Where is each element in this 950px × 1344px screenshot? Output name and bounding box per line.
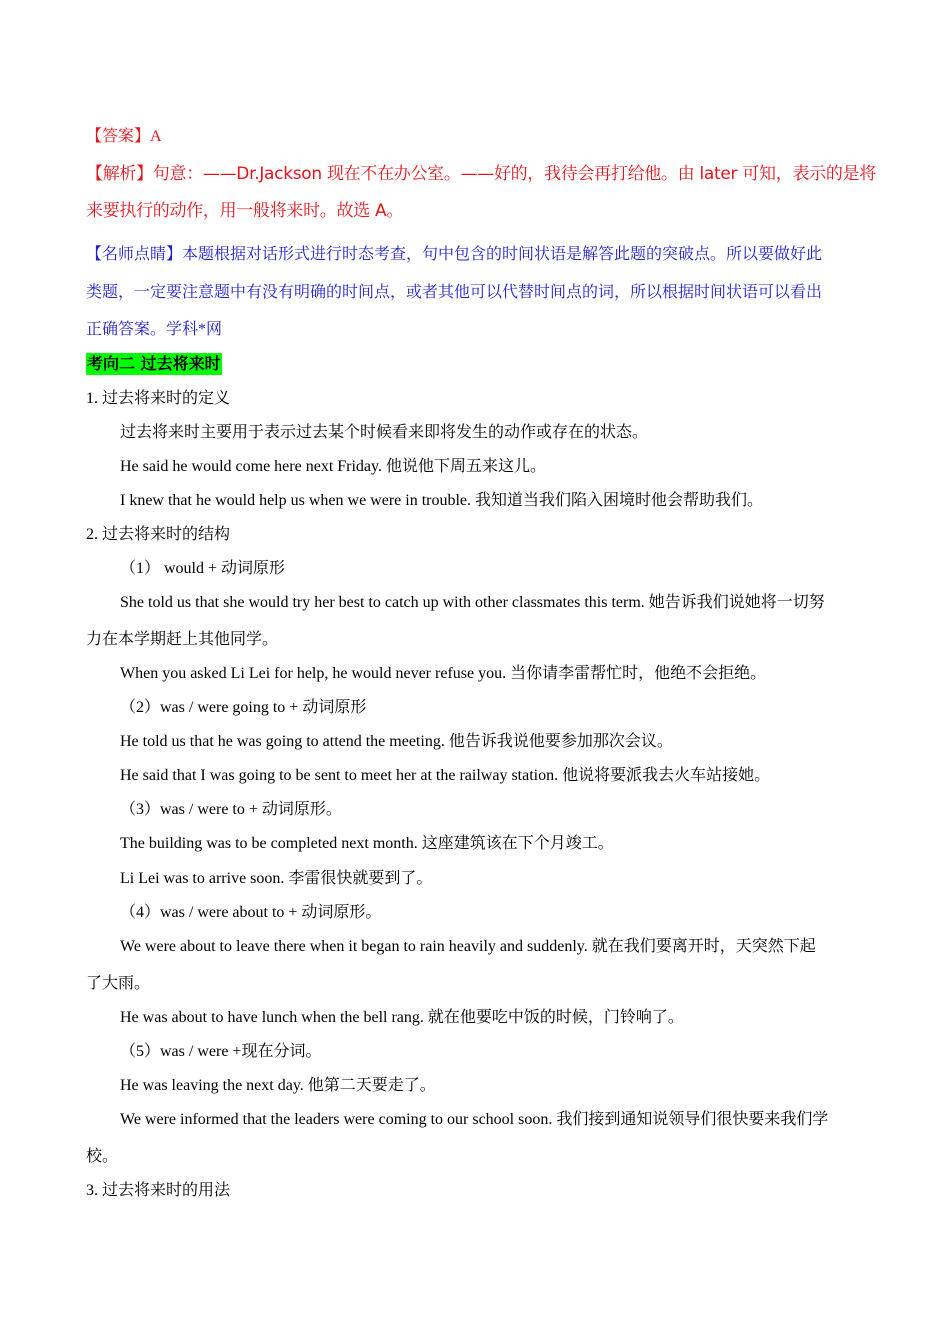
structure-1-example-2: When you asked Li Lei for help, he would never refuse you. 当你请李雷帮忙时，他绝不会拒绝。 bbox=[120, 665, 767, 682]
structure-3-label: （3）was / were to + 动词原形。 bbox=[120, 801, 342, 818]
structure-3-example-1: The building was to be completed next month. 这座建筑该在下个月竣工。 bbox=[120, 835, 614, 852]
answer-label: 【答案】A bbox=[86, 128, 162, 145]
structure-4-example-1-line-2: 了大雨。 bbox=[86, 975, 151, 992]
structure-1-label: （1） would + 动词原形 bbox=[120, 560, 286, 577]
tip-line-1: 【名师点睛】本题根据对话形式进行时态考查，句中包含的时间状语是解答此题的突破点。所以要做好此 bbox=[86, 246, 823, 263]
part1-definition: 过去将来时主要用于表示过去某个时候看来即将发生的动作或存在的状态。 bbox=[120, 424, 649, 441]
structure-4-example-2: He was about to have lunch when the bell rang. 就在他要吃中饭的时候，门铃响了。 bbox=[120, 1009, 684, 1026]
structure-2-label: （2）was / were going to + 动词原形 bbox=[120, 699, 367, 716]
part1-example-2: I knew that he would help us when we were in trouble. 我知道当我们陷入困境时他会帮助我们。 bbox=[120, 492, 764, 509]
structure-5-example-1: He was leaving the next day. 他第二天要走了。 bbox=[120, 1077, 436, 1094]
structure-2-example-1: He told us that he was going to attend the meeting. 他告诉我说他要参加那次会议。 bbox=[120, 733, 673, 750]
structure-5-label: （5）was / were +现在分词。 bbox=[120, 1043, 322, 1060]
structure-5-example-2-line-1: We were informed that the leaders were coming to our school soon. 我们接到通知说领导们很快要来我们学 bbox=[120, 1111, 829, 1128]
part3-title: 3. 过去将来时的用法 bbox=[86, 1182, 231, 1199]
structure-2-example-2: He said that I was going to be sent to meet her at the railway station. 他说将要派我去火车站接她。 bbox=[120, 767, 771, 784]
structure-4-example-1-line-1: We were about to leave there when it began to rain heavily and suddenly. 就在我们要离开时，天突然下起 bbox=[120, 938, 816, 955]
part1-title: 1. 过去将来时的定义 bbox=[86, 390, 231, 407]
structure-4-label: （4）was / were about to + 动词原形。 bbox=[120, 904, 382, 921]
part2-title: 2. 过去将来时的结构 bbox=[86, 526, 231, 543]
analysis-line-2: 来要执行的动作，用一般将来时。故选 A。 bbox=[86, 201, 404, 221]
structure-1-example-1-line-1: She told us that she would try her best to catch up with other classmates this term. 她告诉我们说她将一切努 bbox=[120, 594, 825, 611]
structure-5-example-2-line-2: 校。 bbox=[86, 1148, 119, 1165]
tip-line-2: 类题，一定要注意题中有没有明确的时间点，或者其他可以代替时间点的词，所以根据时间状语可以看出 bbox=[86, 284, 823, 301]
analysis-line-1: 【解析】句意：——Dr.Jackson 现在不在办公室。——好的，我待会再打给他。由 later 可知，表示的是将 bbox=[86, 164, 876, 184]
tip-line-3: 正确答案。学科*网 bbox=[86, 321, 223, 338]
structure-3-example-2: Li Lei was to arrive soon. 李雷很快就要到了。 bbox=[120, 870, 433, 887]
structure-1-example-1-line-2: 力在本学期赶上其他同学。 bbox=[86, 631, 279, 648]
part1-example-1: He said he would come here next Friday. 他说他下周五来这儿。 bbox=[120, 458, 546, 475]
section-heading: 考向二 过去将来时 bbox=[87, 354, 221, 373]
